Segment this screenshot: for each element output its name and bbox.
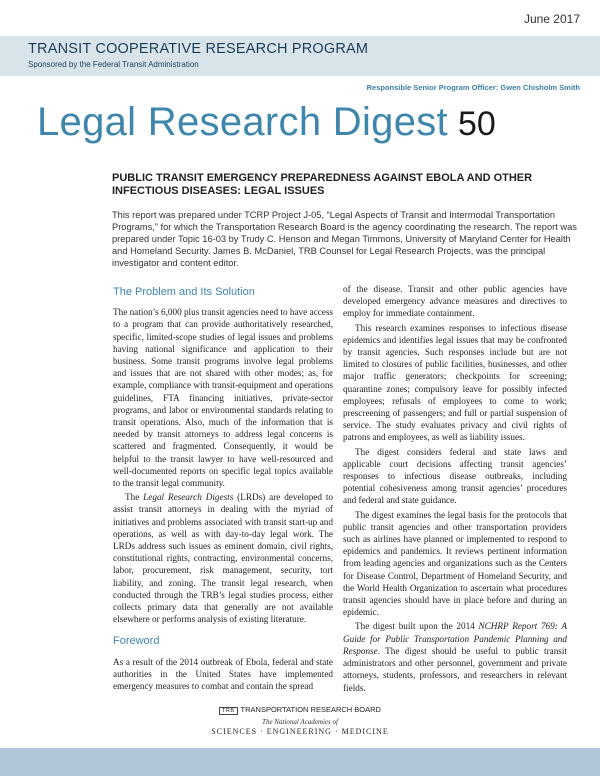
- paragraph: The digest built upon the 2014 NCHRP Report 769: A Guide for Public Transportation Pandemic Planning and Response. The digest should be useful to public transit administrators and other personnel, government and private attorneys, students, professors, and researchers in relevant fields.: [343, 621, 567, 693]
- emphasis: Legal Research Digests: [143, 492, 234, 503]
- bottom-band: [0, 748, 600, 776]
- paragraph: As a result of the 2014 outbreak of Ebola, federal and state authorities in the United States have implemented emergency measures to combat and contain the spread: [113, 656, 333, 692]
- left-column: [113, 284, 333, 694]
- emphasis: NCHRP Report 769: A Guide for Public Transportation Pandemic Planning and Response: [343, 621, 567, 656]
- trb-logo-icon: TRB: [219, 707, 238, 715]
- publisher-footer: [0, 705, 600, 736]
- document-title: [37, 100, 496, 145]
- program-banner: [0, 36, 600, 76]
- paragraph: The nation’s 6,000 plus transit agencies need to have access to a program that can provide authoritatively researched, specific, limited-scope studies of legal issues and problems having national significance and application to their business. Some transit programs involve legal problems and issues that are not shared with other modes; as, for example, compliance with transit-equipment and operations guidelines, FTA financing initiatives, private-sector programs, and labor or environmental standards relating to transit operations. Also, much of the information that is needed by transit attorneys to address legal concerns is scattered and fragmented. Consequently, it would be helpful to the transit lawyer to have well-resourced and well-documented reports on specific legal topics available to the transit legal community.: [113, 307, 333, 489]
- section-heading-problem: The Problem and Its Solution: [113, 286, 255, 298]
- title-number: 50: [457, 105, 496, 143]
- paragraph: The digest considers federal and state laws and applicable court decisions affecting transit agencies’ responses to infectious disease outbreaks, including potential cohesiveness among transit agencies’ procedures and federal and state guidance.: [343, 446, 567, 506]
- issue-date: June 2017: [523, 12, 580, 26]
- section-heading-foreword: Foreword: [113, 635, 160, 648]
- sem-line: SCIENCES · ENGINEERING · MEDICINE: [211, 727, 389, 736]
- academies-line: The National Academies of: [262, 718, 338, 726]
- board-name: TRANSPORTATION RESEARCH BOARD: [240, 705, 381, 714]
- paragraph: This research examines responses to infectious disease epidemics and identifies legal issues that may be confronted by transit agencies. Such responses include but are not limited to closures of public facilities, businesses, and other major traffic generators; checkpoints for screening; quarantine zones; compulsory leave for possibly infected employees; refusals of employees to come to work; prescreening of passengers; and full or partial suspension of service. The study evaluates privacy and civil rights of patrons and employees, as well as liability issues.: [343, 322, 567, 443]
- paragraph: of the disease. Transit and other public agencies have developed emergency advance measures and directives to employ for immediate containment.: [343, 284, 567, 319]
- intro-paragraph: This report was prepared under TCRP Project J-05, “Legal Aspects of Transit and Intermodal Transportation Programs,” for which the Transportation Research Board is the agency coordinating the research. The report was prepared under Topic 16-03 by Trudy C. Henson and Megan Timmons, University of Maryland Center for Health and Homeland Security. James B. McDaniel, TRB Counsel for Legal Research Projects, was the principal investigator and content editor.: [112, 210, 577, 268]
- right-column: [343, 283, 567, 696]
- trb-line: [0, 705, 600, 715]
- title-main: Legal Research Digest: [37, 100, 448, 144]
- paragraph: The Legal Research Digests (LRDs) are developed to assist transit attorneys in dealing with the myriad of initiatives and problems associated with transit start-up and operations, as well as with day-to-day legal work. The LRDs address such issues as eminent domain, civil rights, constitutional rights, contracting, environmental concerns, labor, procurement, risk management, security, tort liability, and zoning. The transit legal research, when conducted through the TRB’s legal studies process, either collects primary data that generally are not available elsewhere or performs analysis of existing literature.: [113, 492, 333, 625]
- program-name: TRANSIT COOPERATIVE RESEARCH PROGRAM: [28, 41, 369, 57]
- paragraph: The digest examines the legal basis for the protocols that public transit agencies and other transportation providers such as airlines have planned or implemented to respond to epidemics and pandemics. It reviews pertinent information from leading agencies and organizations such as the Centers for Disease Control, Department of Homeland Security, and the World Health Organization to ascertain what procedures transit agencies should have in place before and during an epidemic.: [343, 509, 567, 618]
- document-subtitle: PUBLIC TRANSIT EMERGENCY PREPAREDNESS AGAINST EBOLA AND OTHER INFECTIOUS DISEASES: LEGAL ISSUES: [112, 172, 533, 197]
- program-officer: Responsible Senior Program Officer: Gwen Chisholm Smith: [366, 83, 580, 92]
- sponsor-line: Sponsored by the Federal Transit Administration: [28, 60, 199, 69]
